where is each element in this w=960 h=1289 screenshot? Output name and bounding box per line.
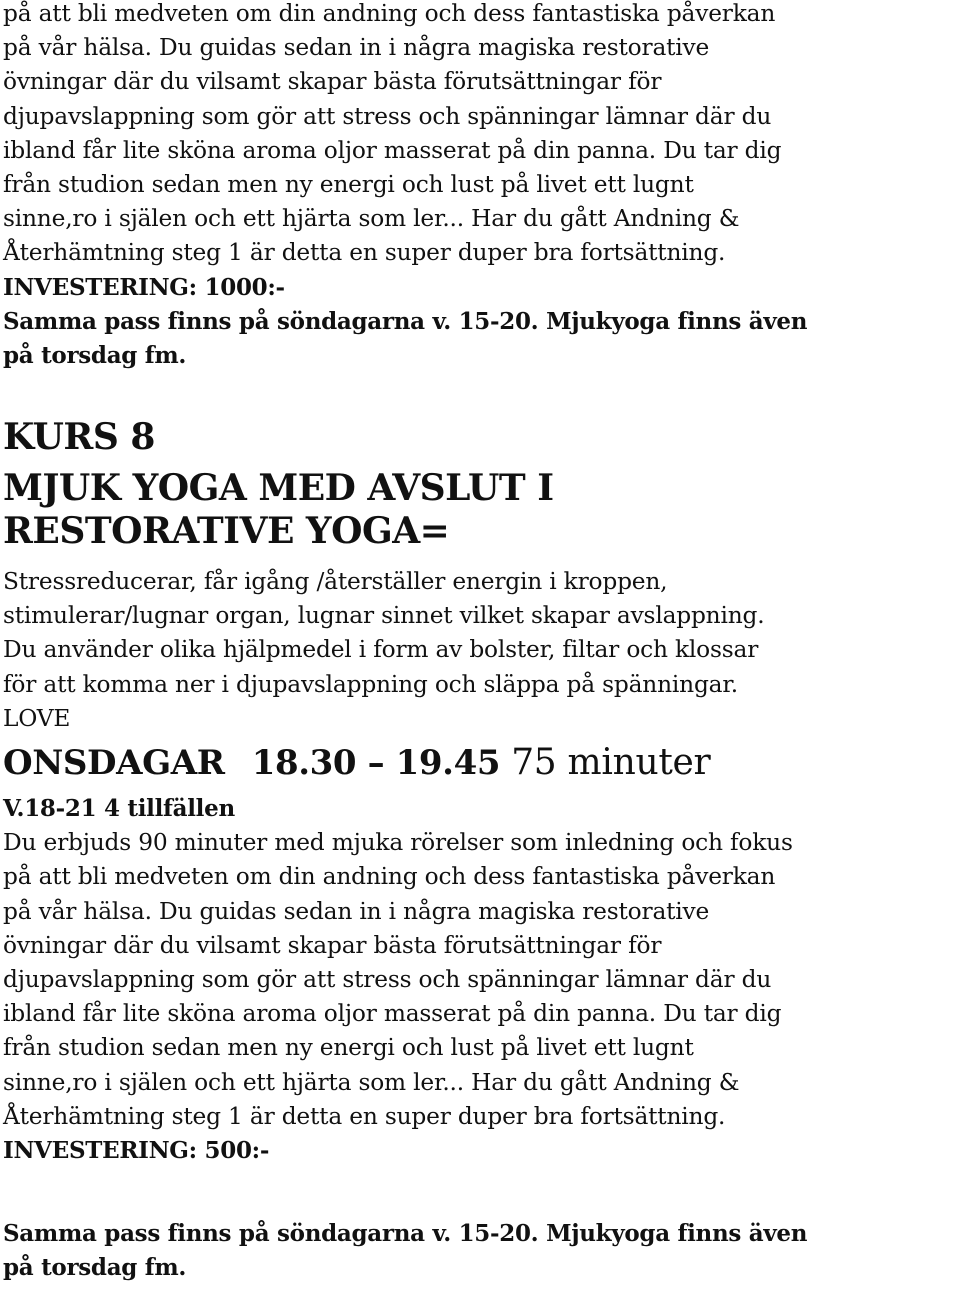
course-days: ONSDAGAR xyxy=(3,743,225,783)
intro-line: sinne,ro i själen och ett hjärta som ler... Har du gått Andning & xyxy=(3,205,740,233)
description-line: för att komma ner i djupavslappning och släppa på spänningar. xyxy=(3,670,738,698)
body-line: från studion sedan men ny energi och lust på livet ett lugnt xyxy=(3,1034,694,1062)
course-duration: 75 minuter xyxy=(511,742,711,783)
body-line: ibland får lite sköna aroma oljor masserat på din panna. Du tar dig xyxy=(3,1000,782,1028)
intro-note-line: på torsdag fm. xyxy=(3,341,187,369)
body-line: djupavslappning som gör att stress och spänningar lämnar där du xyxy=(3,965,772,993)
course-number: KURS 8 xyxy=(3,416,155,458)
course-description xyxy=(3,565,764,736)
description-line: stimulerar/lugnar organ, lugnar sinnet vilket skapar avslappning. xyxy=(3,602,765,630)
description-line: LOVE xyxy=(3,704,71,732)
course-note-line: Samma pass finns på söndagarna v. 15-20. Mjukyoga finns även xyxy=(3,1220,808,1247)
body-line: sinne,ro i själen och ett hjärta som ler... Har du gått Andning & xyxy=(3,1068,740,1096)
intro-line: från studion sedan men ny energi och lust på livet ett lugnt xyxy=(3,170,694,198)
description-line: Du använder olika hjälpmedel i form av bolster, filtar och klossar xyxy=(3,636,759,664)
intro-line: Återhämtning steg 1 är detta en super duper bra fortsättning. xyxy=(3,239,726,267)
course-investment: INVESTERING: 500:- xyxy=(3,1136,270,1164)
intro-note-line: Samma pass finns på söndagarna v. 15-20. Mjukyoga finns även xyxy=(3,307,808,335)
course-time: 18.30 – 19.45 xyxy=(251,743,501,783)
intro-line: djupavslappning som gör att stress och spänningar lämnar där du xyxy=(3,102,772,130)
body-line: övningar där du vilsamt skapar bästa förutsättningar för xyxy=(3,931,662,959)
body-line: Du erbjuds 90 minuter med mjuka rörelser som inledning och fokus xyxy=(3,829,793,857)
body-line: på vår hälsa. Du guidas sedan in i några magiska restorative xyxy=(3,897,710,925)
course-note-line: på torsdag fm. xyxy=(3,1254,187,1282)
body-line: Återhämtning steg 1 är detta en super duper bra fortsättning. xyxy=(3,1102,726,1130)
course-body xyxy=(3,792,793,1168)
course-title-line: MJUK YOGA MED AVSLUT I xyxy=(3,467,554,509)
intro-investment: INVESTERING: 1000:- xyxy=(3,273,285,301)
body-line: på att bli medveten om din andning och dess fantastiska påverkan xyxy=(3,863,776,891)
intro-line: övningar där du vilsamt skapar bästa förutsättningar för xyxy=(3,68,662,96)
course-note xyxy=(3,1217,807,1285)
description-line: Stressreducerar, får igång /återställer energin i kroppen, xyxy=(3,568,668,595)
intro-line: på att bli medveten om din andning och dess fantastiska påverkan xyxy=(3,0,776,27)
intro-line: ibland får lite sköna aroma oljor masserat på din panna. Du tar dig xyxy=(3,136,782,164)
course-heading xyxy=(3,412,554,556)
intro-description xyxy=(3,0,807,373)
intro-line: på vår hälsa. Du guidas sedan in i några magiska restorative xyxy=(3,34,710,62)
course-title-line: RESTORATIVE YOGA= xyxy=(3,510,450,552)
course-schedule xyxy=(3,738,710,788)
course-weeks: V.18-21 4 tillfällen xyxy=(3,795,235,822)
